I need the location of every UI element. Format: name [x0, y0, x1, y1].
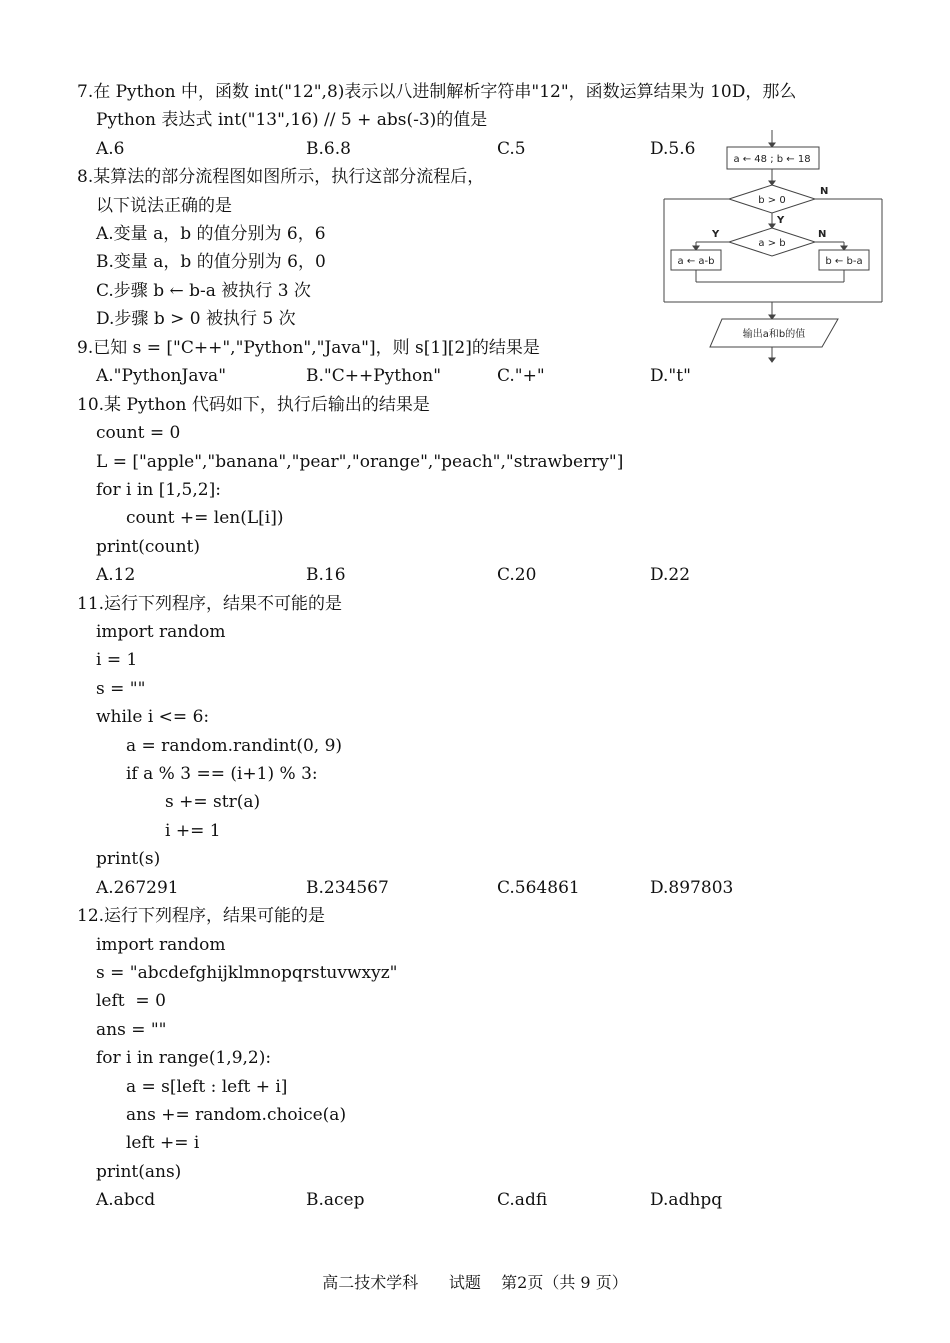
q10-option-d: D.22 [650, 565, 691, 585]
q12-code-line: for i in range(1,9,2): [96, 1048, 272, 1068]
flow-right-step-label: b ← b-a [825, 256, 863, 267]
q8-option-d: D.步骤 b > 0 被执行 5 次 [96, 309, 296, 329]
page-footer: 高二技术学科 试题 第2页（共 9 页） [322, 1273, 628, 1292]
q12-code-line: ans += random.choice(a) [126, 1105, 347, 1125]
q11-code-line: if a % 3 == (i+1) % 3: [126, 764, 318, 784]
flow-output-label: 输出a和b的值 [742, 329, 806, 340]
q7-stem-line2: Python 表达式 int("13",16) // 5 + abs(-3)的值是 [96, 110, 488, 130]
flow-left-step-label: a ← a-b [677, 256, 715, 267]
q8-option-b: B.变量 a，b 的值分别为 6，0 [96, 252, 326, 272]
q10-code-line: L = ["apple","banana","pear","orange","peach","strawberry"] [96, 452, 624, 472]
q11-code-line: s = "" [96, 679, 146, 699]
q12-option-c: C.adfi [497, 1190, 548, 1210]
q12-code-line: ans = "" [96, 1020, 167, 1040]
q12-code-line: import random [96, 935, 226, 955]
q10-code-line: for i in [1,5,2]: [96, 480, 221, 500]
q11-code-line: i += 1 [165, 821, 221, 841]
q11-code-line: while i <= 6: [96, 707, 210, 727]
q7-option-d: D.5.6 [650, 139, 696, 159]
q9-option-a: A."PythonJava" [96, 366, 227, 386]
q10-code-line: count += len(L[i]) [126, 508, 284, 528]
q7-option-a: A.6 [96, 139, 125, 159]
flow-init-label: a ← 48 ; b ← 18 [733, 154, 811, 165]
q12-option-d: D.adhpq [650, 1190, 723, 1210]
q11-code-line: import random [96, 622, 226, 642]
q11-option-b: B.234567 [306, 878, 389, 898]
q9-stem: 9.已知 s = ["C++","Python","Java"]，则 s[1][2]的结果是 [77, 338, 540, 358]
q7-stem-line1: 7.在 Python 中，函数 int("12",8)表示以八进制解析字符串"12"，函数运算结果为 10D，那么 [77, 82, 797, 102]
q11-option-d: D.897803 [650, 878, 734, 898]
q11-option-a: A.267291 [96, 878, 179, 898]
q9-option-b: B."C++Python" [306, 366, 442, 386]
q12-stem: 12.运行下列程序，结果可能的是 [77, 906, 326, 926]
q12-option-b: B.acep [306, 1190, 365, 1210]
q8-option-c: C.步骤 b ← b-a 被执行 3 次 [96, 281, 311, 301]
q9-option-c: C."+" [497, 366, 545, 386]
flow-cond1-no-label: N [820, 186, 829, 197]
q12-code-line: s = "abcdefghijklmnopqrstuvwxyz" [96, 963, 398, 983]
q7-option-b: B.6.8 [306, 139, 351, 159]
flow-cond2-yes-label: Y [712, 229, 720, 240]
q11-stem: 11.运行下列程序，结果不可能的是 [77, 594, 343, 614]
q11-code-line: print(s) [96, 849, 161, 869]
flow-cond1-yes-label: Y [777, 215, 785, 226]
q8-option-a: A.变量 a，b 的值分别为 6，6 [96, 224, 326, 244]
q10-option-b: B.16 [306, 565, 346, 585]
flow-cond2-no-label: N [818, 229, 827, 240]
q9-option-d: D."t" [650, 366, 691, 386]
q8-stem-line1: 8.某算法的部分流程图如图所示，执行这部分流程后， [77, 167, 485, 187]
q10-code-line: count = 0 [96, 423, 181, 443]
q8-flowchart [660, 128, 890, 368]
q10-code-line: print(count) [96, 537, 200, 557]
q10-option-c: C.20 [497, 565, 537, 585]
q12-code-line: a = s[left : left + i] [126, 1077, 288, 1097]
q12-code-line: left += i [126, 1133, 200, 1153]
q12-option-a: A.abcd [96, 1190, 156, 1210]
q7-option-c: C.5 [497, 139, 526, 159]
q11-code-line: s += str(a) [165, 792, 261, 812]
q12-code-line: left = 0 [96, 991, 166, 1011]
q10-option-a: A.12 [96, 565, 136, 585]
q11-option-c: C.564861 [497, 878, 580, 898]
flow-cond2-label: a > b [758, 238, 786, 249]
q12-code-line: print(ans) [96, 1162, 182, 1182]
q8-stem-line2: 以下说法正确的是 [96, 196, 232, 216]
q10-stem: 10.某 Python 代码如下，执行后输出的结果是 [77, 395, 430, 415]
q11-code-line: i = 1 [96, 650, 138, 670]
q11-code-line: a = random.randint(0, 9) [126, 736, 343, 756]
flow-cond1-label: b > 0 [758, 195, 786, 206]
